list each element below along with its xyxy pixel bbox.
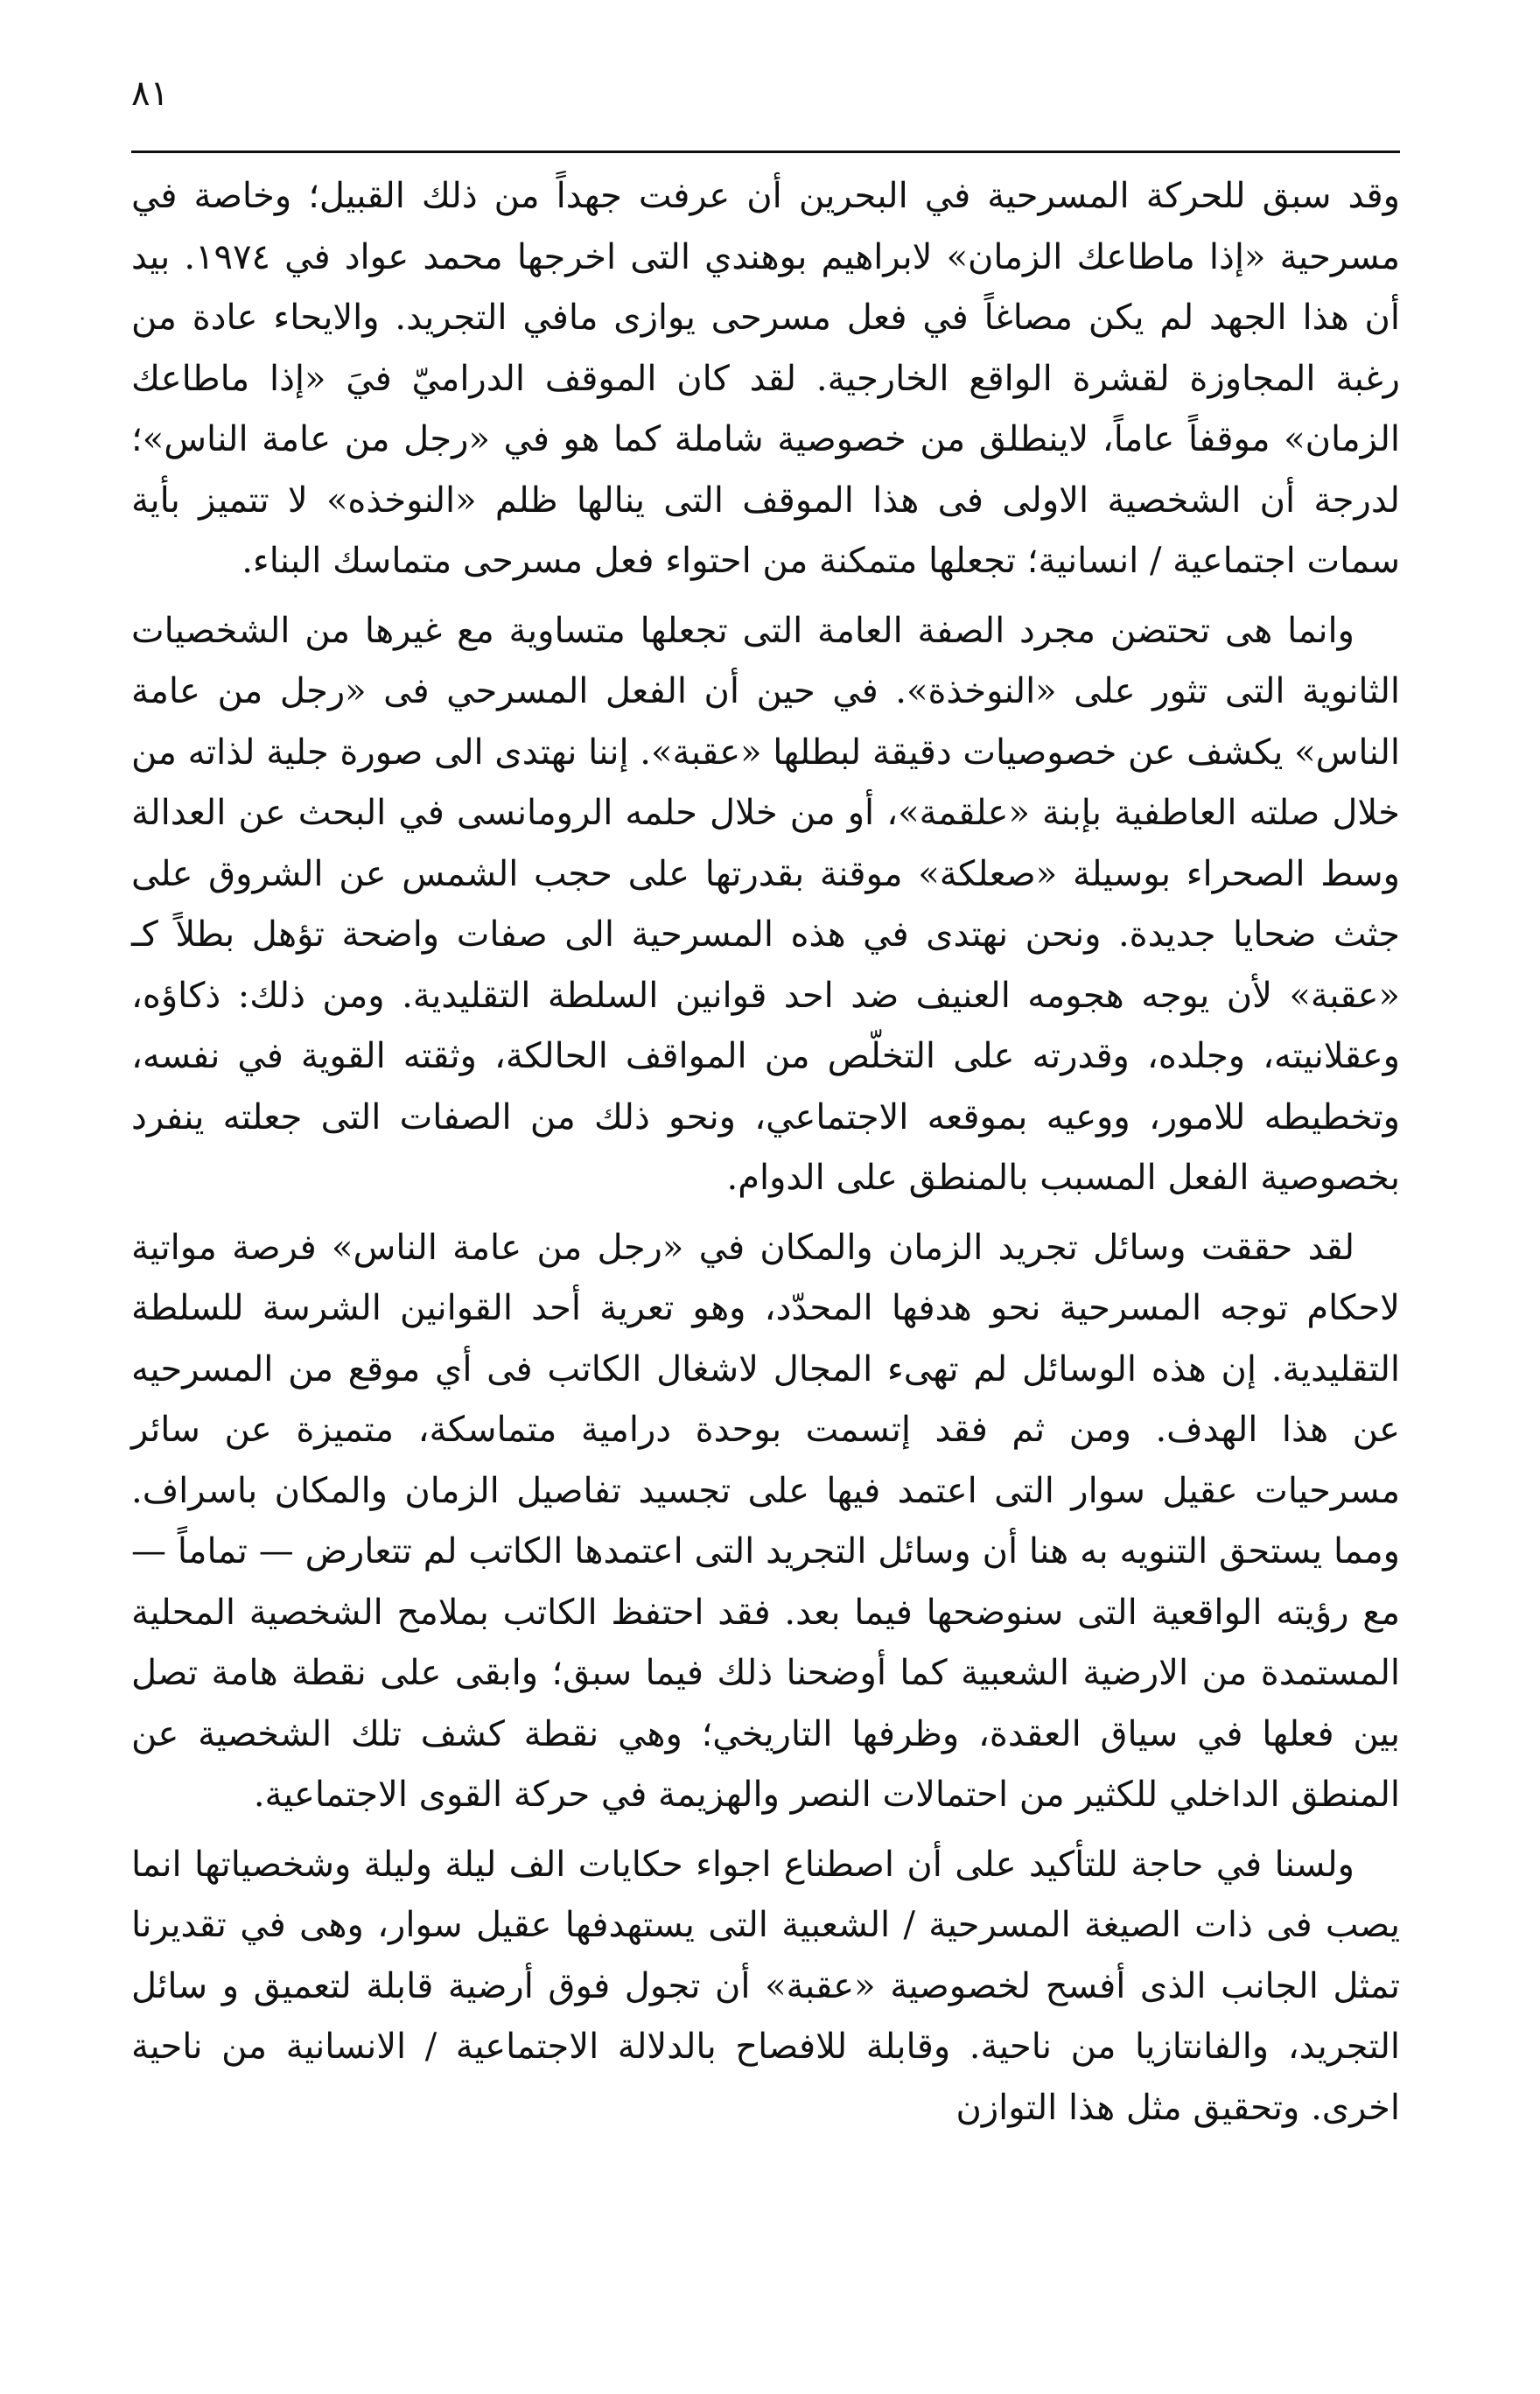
body-text bbox=[131, 166, 1400, 2147]
paragraph-1: وقد سبق للحركة المسرحية في البحرين أن عرفت جهداً من ذلك القبيل؛ وخاصة في مسرحية «إذا ماطاعك الزمان» لابراهيم بوهندي التى اخرجها محمد عواد في ١٩٧٤. بيد أن هذا الجهد لم يكن مصاغاً في فعل مسرحى يوازى مافي التجريد. والايحاء عادة من رغبة المجاوزة لقشرة الواقع الخارجية. لقد كان الموقف الدراميّ فيَ «إذا ماطاعك الزمان» موقفاً عاماً، لاينطلق من خصوصية شاملة كما هو في «رجل من عامة الناس»؛ لدرجة أن الشخصية الاولى فى هذا الموقف التى ينالها ظلم «النوخذه» لا تتميز بأية سمات اجتماعية / انسانية؛ تجعلها متمكنة من احتواء فعل مسرحى متماسك البناء. bbox=[131, 176, 1400, 581]
header-rule bbox=[131, 150, 1400, 153]
paragraph-4: ولسنا في حاجة للتأكيد على أن اصطناع اجواء حكايات الف ليلة وليلة وشخصياتها انما يصب فى ذات الصيغة المسرحية / الشعبية التى يستهدفها عقيل سوار، وهى في تقديرنا تمثل الجانب الذى أفسح لخصوصية «عقبة» أن تجول فوق أرضية قابلة لتعميق و سائل التجريد، والفانتازيا من ناحية. وقابلة للافصاح بالدلالة الاجتماعية / الانسانية من ناحية اخرى. وتحقيق مثل هذا التوازن bbox=[131, 1844, 1401, 2128]
paragraph-3: لقد حققت وسائل تجريد الزمان والمكان في «رجل من عامة الناس» فرصة مواتية لاحكام توجه المسرحية نحو هدفها المحدّد، وهو تعرية أحد القوانين الشرسة للسلطة التقليدية. إن هذه الوسائل لم تهىء المجال لاشغال الكاتب فى أي موقع من المسرحيه عن هذا الهدف. ومن ثم فقد إتسمت بوحدة درامية متماسكة، متميزة عن سائر مسرحيات عقيل سوار التى اعتمد فيها على تجسيد تفاصيل الزمان والمكان باسراف. ومما يستحق التنويه به هنا أن وسائل التجريد التى اعتمدها الكاتب لم تتعارض — تماماً — مع رؤيته الواقعية التى سنوضحها فيما بعد. فقد احتفظ الكاتب بملامح الشخصية المحلية المستمدة من الارضية الشعبية كما أوضحنا ذلك فيما سبق؛ وابقى على نقطة هامة تصل بين فعلها في سياق العقدة، وظرفها التاريخي؛ وهي نقطة كشف تلك الشخصية عن المنطق الداخلي للكثير من احتمالات النصر والهزيمة في حركة القوى الاجتماعية. bbox=[131, 1227, 1400, 1815]
page-number: ٨١ bbox=[131, 74, 169, 114]
paragraph-2: وانما هى تحتضن مجرد الصفة العامة التى تجعلها متساوية مع غيرها من الشخصيات الثانوية التى تثور على «النوخذة». في حين أن الفعل المسرحي فى «رجل من عامة الناس» يكشف عن خصوصيات دقيقة لبطلها «عقبة». إننا نهتدى الى صورة جلية لذاته من خلال صلته العاطفية بإبنة «علقمة»، أو من خلال حلمه الرومانسى في البحث عن العدالة وسط الصحراء بوسيلة «صعلكة» موقنة بقدرتها على حجب الشمس عن الشروق على جثث ضحايا جديدة. ونحن نهتدى في هذه المسرحية الى صفات واضحة تؤهل بطلاً كـ «عقبة» لأن يوجه هجومه العنيف ضد احد قوانين السلطة التقليدية. ومن ذلك: ذكاؤه، وعقلانيته، وجلده، وقدرته على التخلّص من المواقف الحالكة، وثقته القوية في نفسه، وتخطيطه للامور، ووعيه بموقعه الاجتماعي، ونحو ذلك من الصفات التى جعلته ينفرد بخصوصية الفعل المسبب بالمنطق على الدوام. bbox=[131, 610, 1400, 1198]
